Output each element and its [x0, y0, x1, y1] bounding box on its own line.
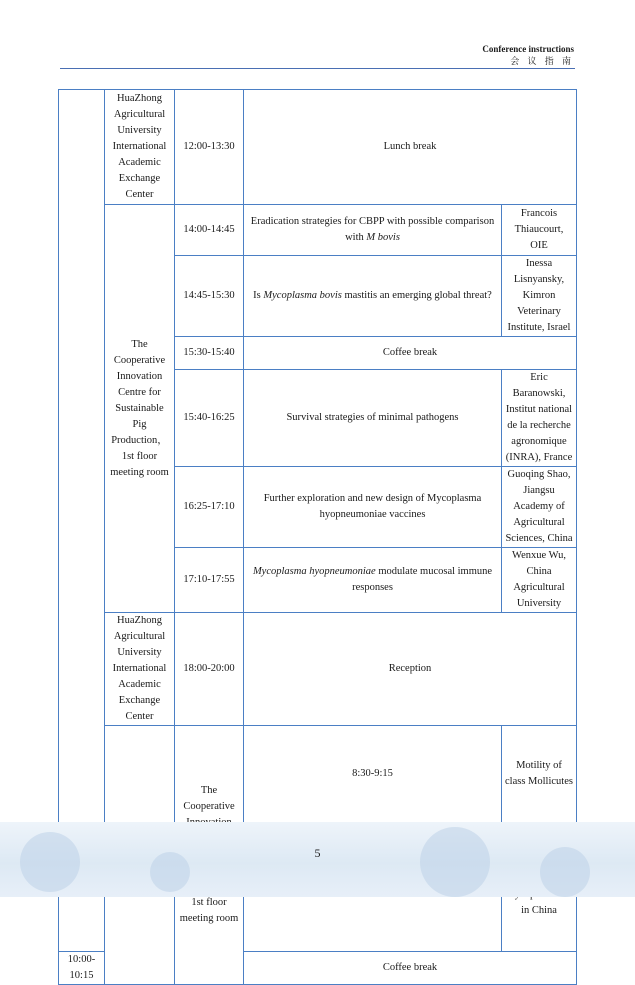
time-cell: 14:45-15:30 — [175, 256, 244, 337]
speaker-cell: Wenxue Wu, China Agricultural University — [502, 548, 577, 613]
time-cell: 12:00-13:30 — [175, 90, 244, 205]
running-header — [482, 43, 574, 67]
time-cell: 16:25-17:10 — [175, 467, 244, 548]
time-cell: 15:40-16:25 — [175, 370, 244, 467]
talk-title-cell — [244, 256, 502, 337]
page-number: 5 — [314, 846, 321, 860]
talk-title-cell: Survival strategies of minimal pathogens — [244, 370, 502, 467]
talk-title-cell — [244, 205, 502, 256]
talk-title-text: Eradication strategies for CBPP with possible comparison with — [250, 216, 495, 243]
session-title-cell: Lunch break — [244, 90, 577, 205]
talk-title-cell: in China — [502, 823, 577, 952]
decor-cell-graphic — [420, 827, 490, 897]
talk-title-italic: Mycoplasma hyopneumoniae — [252, 566, 376, 577]
time-cell: 17:10-17:55 — [175, 548, 244, 613]
table-row — [59, 90, 577, 205]
venue-cell: The Cooperative Innovation Centre for Sustainable Pig Production，1st floor meeting room — [105, 205, 175, 613]
venue-cell: HuaZhong Agricultural University International Academic Exchange Center — [105, 90, 175, 205]
talk-title-cell: Further exploration and new design of Mycoplasma hyopneumoniae vaccines — [244, 467, 502, 548]
speaker-cell: Inessa Lisnyansky, Kimron Veterinary Institute, Israel — [502, 256, 577, 337]
header-title-cn: 会 议 指 南 — [510, 56, 574, 66]
table-row — [59, 613, 577, 726]
header-title-en: Conference instructions — [482, 44, 574, 54]
talk-title-text: modulate mucosal immune responses — [352, 566, 493, 593]
talk-title-italic: M bovis — [366, 232, 400, 243]
session-title-cell: Reception — [244, 613, 577, 726]
time-cell: 15:30-15:40 — [175, 337, 244, 370]
venue-cell: The Cooperative 1st floor meeting room — [175, 726, 244, 985]
time-cell: 10:00-10:15 — [59, 952, 105, 985]
session-title-cell: Coffee break — [244, 337, 577, 370]
table-row — [59, 726, 577, 823]
talk-title-italic: Mycoplasma bovis — [263, 290, 342, 301]
talk-title-text: mastitis an emerging global threat? — [341, 290, 492, 301]
table-row — [59, 205, 577, 256]
time-cell: 18:00-20:00 — [175, 613, 244, 726]
time-cell: 14:00-14:45 — [175, 205, 244, 256]
time-cell: 8:30-9:15 — [244, 726, 502, 823]
venue-cell: HuaZhong Agricultural University International Academic Exchange Center — [105, 613, 175, 726]
header-divider — [60, 68, 575, 69]
decor-cell-graphic — [20, 832, 80, 892]
speaker-cell: Francois Thiaucourt, OIE — [502, 205, 577, 256]
talk-title-text: Is — [253, 290, 264, 301]
session-title-cell: Coffee break — [244, 952, 577, 985]
speaker-cell: Eric Baranowski, Institut national de la recherche agronomique (INRA), France — [502, 370, 577, 467]
talk-title-cell: Motility of class Mollicutes — [502, 726, 577, 823]
speaker-cell: Guoqing Shao, Jiangsu Academy of Agricultural Sciences, China — [502, 467, 577, 548]
talk-title-cell — [244, 548, 502, 613]
